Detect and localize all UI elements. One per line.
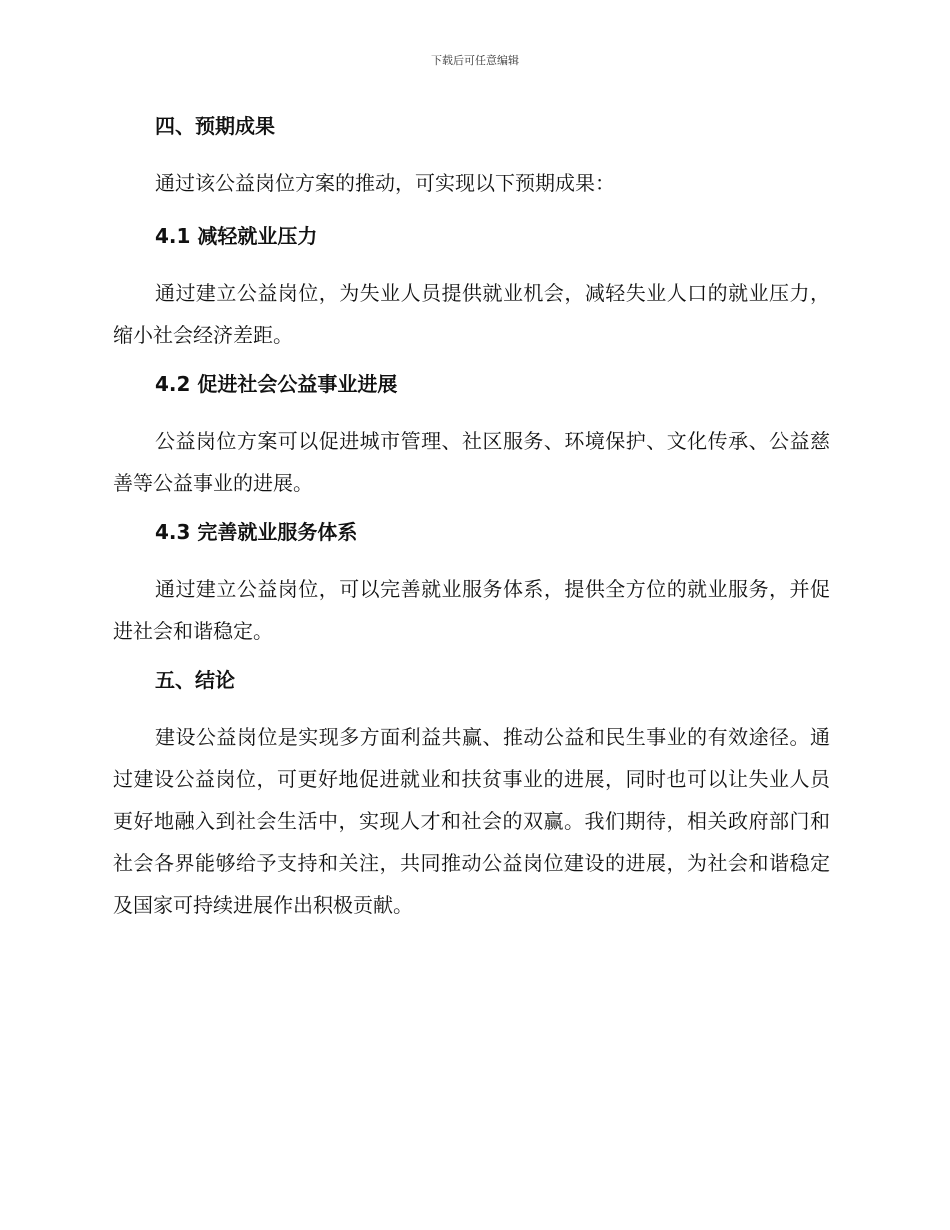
document-body [113, 110, 830, 938]
page-header: 下载后可任意编辑 [431, 54, 519, 67]
subsection-heading-4-2: 4.2 促进社会公益事业进展 [155, 372, 398, 396]
section-heading-expected-results: 四、预期成果 [155, 114, 275, 138]
subsection-heading-4-1: 4.1 减轻就业压力 [155, 224, 318, 248]
paragraph-4-3: 通过建立公益岗位，可以完善就业服务体系，提供全方位的就业服务，并促进社会和谐稳定。 [113, 577, 830, 643]
paragraph-4-2: 公益岗位方案可以促进城市管理、社区服务、环境保护、文化传承、公益慈善等公益事业的进展。 [113, 429, 830, 495]
paragraph-intro: 通过该公益岗位方案的推动，可实现以下预期成果： [155, 171, 615, 195]
paragraph-4-1: 通过建立公益岗位，为失业人员提供就业机会，减轻失业人口的就业压力，缩小社会经济差距。 [113, 281, 830, 347]
subsection-heading-4-3: 4.3 完善就业服务体系 [155, 520, 358, 544]
section-heading-conclusion: 五、结论 [155, 668, 235, 692]
paragraph-conclusion: 建设公益岗位是实现多方面利益共赢、推动公益和民生事业的有效途径。通过建设公益岗位，可更好地促进就业和扶贫事业的进展，同时也可以让失业人员更好地融入到社会生活中，实现人才和社会的双赢。我们期待，相关政府部门和社会各界能够给予支持和关注，共同推动公益岗位建设的进展，为社会和谐稳定及国家可持续进展作出积极贡献。 [113, 725, 830, 917]
